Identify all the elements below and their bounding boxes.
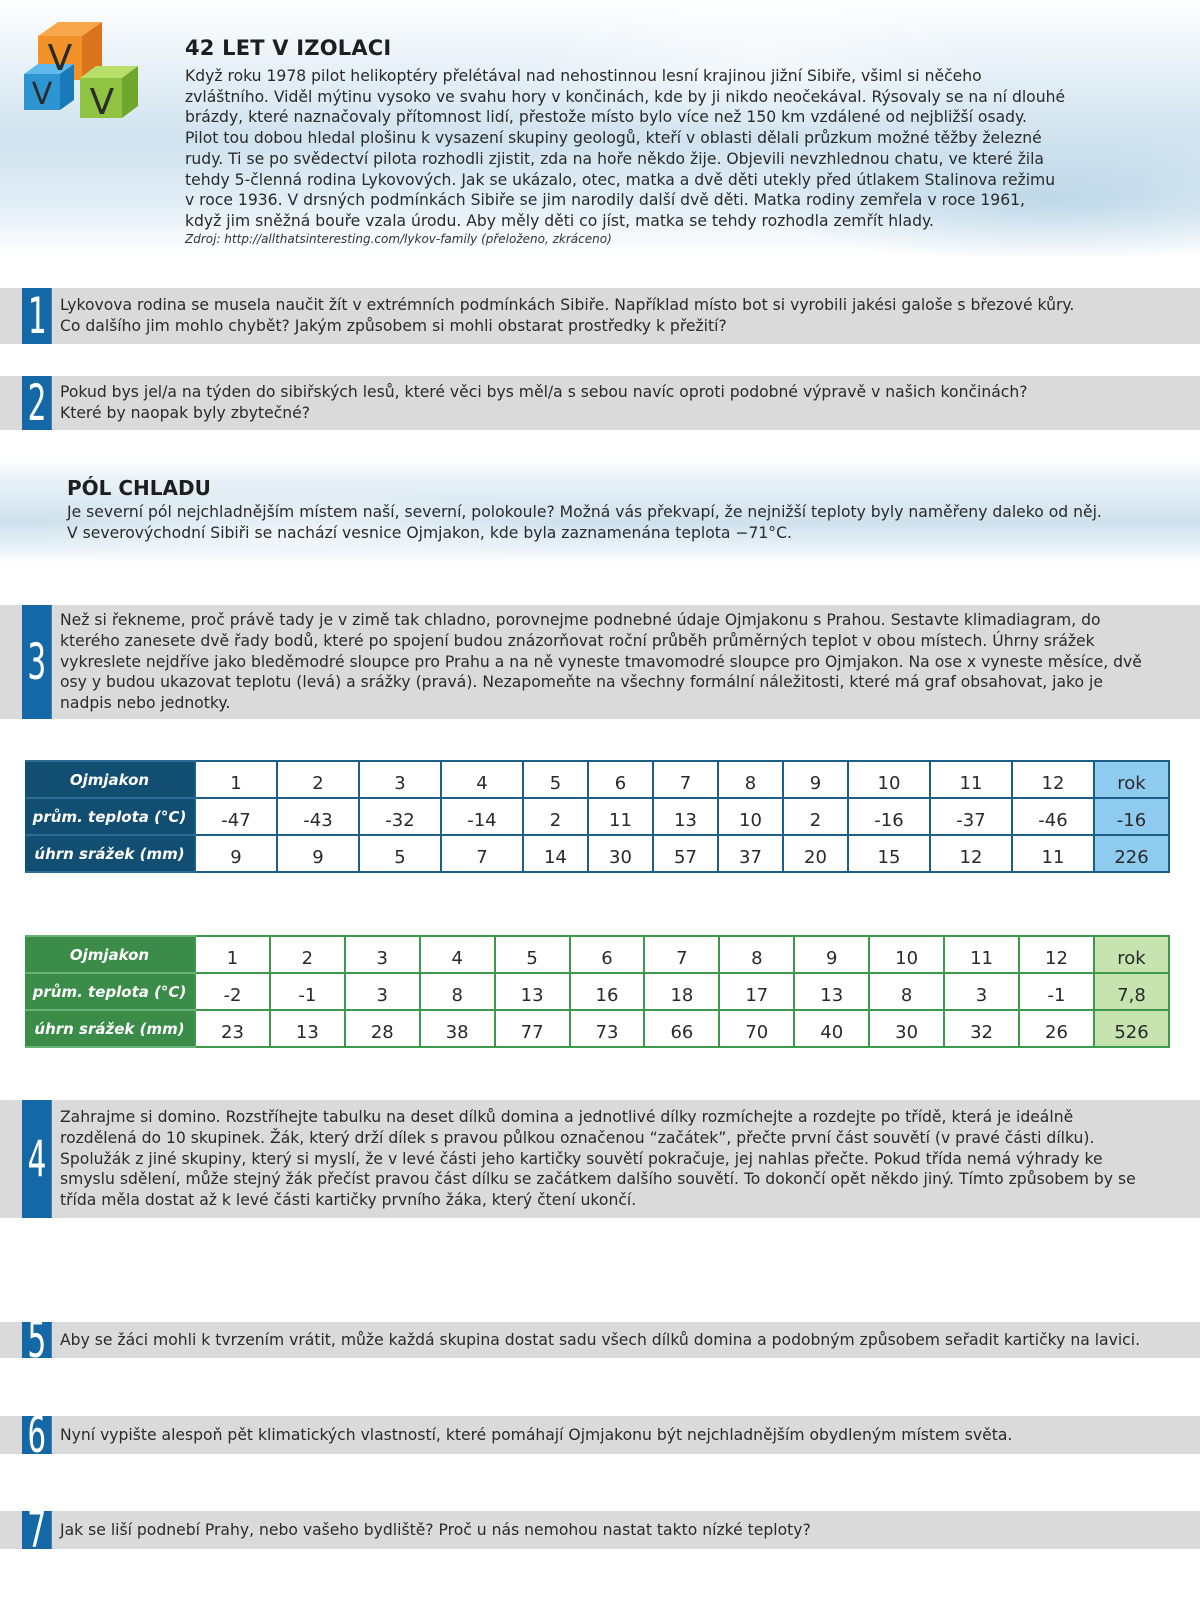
question-line: smyslu sdělení, může stejný žák přečíst pravou část dílku se začátkem dalšího souvětí. To dokončí opět někdo jiný. Tímto způsobem by se: [60, 1170, 1136, 1189]
article-text: [185, 66, 1185, 232]
temp-cell: -1: [270, 973, 345, 1010]
precip-cell: 23: [195, 1010, 270, 1047]
precip-cell: 32: [944, 1010, 1019, 1047]
temp-cell: -32: [359, 798, 441, 835]
article-line: zvláštního. Viděl mýtinu vysoko ve svahu hory v končinách, kde by ji nikdo neočekával. Rýsovaly se na ní dlouhé: [185, 87, 1066, 106]
month-cell: 12: [1012, 761, 1094, 798]
logo-letter-top: V: [47, 38, 73, 79]
question-number: 5: [22, 1322, 52, 1358]
temp-cell: -16: [848, 798, 930, 835]
question-text: [60, 1511, 1180, 1549]
question-1: [0, 288, 1200, 344]
question-number: 4: [22, 1100, 52, 1218]
temp-cell: 16: [570, 973, 645, 1010]
article-line: Pilot tou dobou hledal plošinu k vysazení skupiny geologů, kteří v oblasti dělali průzkum možné těžby železné: [185, 129, 1042, 148]
precip-label: úhrn srážek (mm): [25, 835, 195, 872]
month-cell: 11: [930, 761, 1012, 798]
question-text: [60, 376, 1180, 430]
cold-pole-line: V severovýchodní Sibiři se nachází vesnice Ojmjakon, kde byla zaznamenána teplota −71°C.: [67, 523, 792, 542]
question-text: [60, 605, 1180, 719]
cold-pole-text: [67, 502, 1177, 543]
question-5: [0, 1311, 1200, 1369]
year-header: rok: [1094, 936, 1169, 973]
question-text: [60, 1100, 1180, 1218]
question-line: vykreslete nejdříve jako bleděmodré sloupce pro Prahu a na ně vyneste tmavomodré sloupce pro Ojmjakon. Na ose x vyneste měsíce, dvě: [60, 652, 1142, 671]
cubes-logo: [18, 14, 138, 124]
precip-cell: 20: [783, 835, 848, 872]
precip-cell: 9: [195, 835, 277, 872]
precip-cell: 12: [930, 835, 1012, 872]
precip-cell: 38: [420, 1010, 495, 1047]
month-cell: 3: [345, 936, 420, 973]
precip-cell: 70: [719, 1010, 794, 1047]
temp-cell: 13: [653, 798, 718, 835]
temp-cell: 8: [869, 973, 944, 1010]
precip-cell: 26: [1019, 1010, 1094, 1047]
cold-pole-title: PÓL CHLADU: [67, 476, 211, 500]
question-line: Zahrajme si domino. Rozstříhejte tabulku na deset dílků domina a jednotlivé dílky rozmíchejte a rozdejte po třídě, která je ideálně: [60, 1108, 1074, 1127]
climate-table-1: [25, 760, 1170, 873]
question-line: Které by naopak byly zbytečné?: [60, 404, 311, 422]
month-cell: 1: [195, 761, 277, 798]
year-header: rok: [1094, 761, 1169, 798]
question-line: Co dalšího jim mohlo chybět? Jakým způsobem si mohli obstarat prostředky k přežití?: [60, 317, 727, 335]
month-cell: 5: [523, 761, 588, 798]
question-line: Nyní vypište alespoň pět klimatických vlastností, které pomáhají Ojmjakonu být nejchladnějším obydleným místem světa.: [60, 1425, 1013, 1444]
question-7: [0, 1501, 1200, 1559]
question-line: kterého zanesete dvě řady bodů, které po spojení budou znázorňovat roční průběh průměrných teplot v obou místech. Úhrny srážek: [60, 631, 1095, 650]
precip-cell: 77: [495, 1010, 570, 1047]
article-line: brázdy, které naznačovaly přítomnost lidí, přestože místo bylo více než 150 km vzdálené od nejbližší osady.: [185, 108, 1028, 127]
month-cell: 8: [718, 761, 783, 798]
question-number: 3: [22, 605, 52, 719]
precip-cell: 13: [270, 1010, 345, 1047]
year-precip-cell: 226: [1094, 835, 1169, 872]
question-3: [0, 605, 1200, 719]
question-number: 1: [22, 288, 52, 344]
question-6: [0, 1406, 1200, 1464]
question-line: rozdělená do 10 skupinek. Žák, který drží dílek s pravou půlkou označenou “začátek”, přečte první část souvětí (v pravé části dílku).: [60, 1128, 1095, 1147]
month-cell: 9: [783, 761, 848, 798]
article-line: v roce 1936. V drsných podmínkách Sibiře se jim narodily další dvě děti. Matka rodiny zemřela v roce 1961,: [185, 191, 1025, 210]
question-line: Aby se žáci mohli k tvrzením vrátit, může každá skupina dostat sadu všech dílků domina a podobným způsobem seřadit kartičky na lavici.: [60, 1330, 1141, 1349]
year-temp-cell: -16: [1094, 798, 1169, 835]
table-row: [25, 973, 1169, 1010]
temp-cell: -2: [195, 973, 270, 1010]
precip-cell: 57: [653, 835, 718, 872]
article-line: rudy. Ti se po svědectví pilota rozhodli zjistit, zda na hoře někdo žije. Objevili nevzhlednou chatu, ve které žila: [185, 149, 1044, 168]
temp-cell: 10: [718, 798, 783, 835]
precip-cell: 5: [359, 835, 441, 872]
question-line: Lykovova rodina se musela naučit žít v extrémních podmínkách Sibiře. Například místo bot si vyrobili jakési galoše s březové kůry.: [60, 296, 1075, 315]
month-cell: 8: [719, 936, 794, 973]
temp-cell: -46: [1012, 798, 1094, 835]
month-cell: 7: [653, 761, 718, 798]
cold-pole-line: Je severní pól nejchladnějším místem naší, severní, polokoule? Možná vás překvapí, že nejnižší teploty byly naměřeny daleko od něj.: [67, 503, 1102, 521]
month-cell: 7: [644, 936, 719, 973]
header-banner: [0, 0, 1200, 256]
temp-cell: 18: [644, 973, 719, 1010]
question-number: 7: [22, 1511, 52, 1549]
question-text: [60, 288, 1180, 344]
precip-cell: 14: [523, 835, 588, 872]
temp-cell: 3: [345, 973, 420, 1010]
month-cell: 2: [270, 936, 345, 973]
year-precip-cell: 526: [1094, 1010, 1169, 1047]
precip-cell: 28: [345, 1010, 420, 1047]
question-line: Jak se liší podnebí Prahy, nebo vašeho bydliště? Proč u nás nemohou nastat takto nízké teploty?: [60, 1520, 811, 1539]
temp-cell: 13: [495, 973, 570, 1010]
article-line: když jim sněžná bouře vzala úrodu. Aby měly děti co jíst, matka se tehdy rozhodla zemřít hlady.: [185, 211, 934, 230]
month-cell: 6: [570, 936, 645, 973]
place-label: Ojmjakon: [25, 936, 195, 973]
precip-cell: 9: [277, 835, 359, 872]
precip-cell: 37: [718, 835, 783, 872]
logo-letter-right: V: [89, 82, 115, 123]
precip-cell: 73: [570, 1010, 645, 1047]
month-cell: 12: [1019, 936, 1094, 973]
table-row: [25, 1010, 1169, 1047]
question-4: [0, 1100, 1200, 1218]
climate-table-2: [25, 935, 1170, 1048]
temp-cell: -37: [930, 798, 1012, 835]
temp-cell: -14: [441, 798, 523, 835]
question-line: Než si řekneme, proč právě tady je v zimě tak chladno, porovnejme podnebné údaje Ojmjakonu s Prahou. Sestavte klimadiagram, do: [60, 611, 1101, 630]
article-source: Zdroj: http://allthatsinteresting.com/lykov-family (přeloženo, zkráceno): [185, 232, 612, 246]
question-line: Pokud bys jel/a na týden do sibiřských lesů, které věci bys měl/a s sebou navíc oproti podobné výpravě v našich končinách?: [60, 383, 1028, 402]
question-line: třída měla dostat až k levé části kartičky prvního žáka, který čtení ukončí.: [60, 1191, 637, 1210]
article-title: 42 LET V IZOLACI: [185, 36, 392, 60]
precip-cell: 15: [848, 835, 930, 872]
precip-cell: 66: [644, 1010, 719, 1047]
question-text: [60, 1416, 1180, 1454]
precip-cell: 7: [441, 835, 523, 872]
question-line: nadpis nebo jednotky.: [60, 694, 231, 713]
precip-cell: 11: [1012, 835, 1094, 872]
month-cell: 1: [195, 936, 270, 973]
month-cell: 4: [420, 936, 495, 973]
table-row: [25, 835, 1169, 872]
temp-label: prům. teplota (°C): [25, 798, 195, 835]
question-text: [60, 1322, 1180, 1358]
article-line: tehdy 5-členná rodina Lykovových. Jak se ukázalo, otec, matka a dvě děti utekly před útlakem Stalinova režimu: [185, 170, 1056, 189]
month-cell: 11: [944, 936, 1019, 973]
question-2: [0, 376, 1200, 430]
month-cell: 6: [588, 761, 653, 798]
precip-cell: 30: [588, 835, 653, 872]
month-cell: 10: [869, 936, 944, 973]
year-temp-cell: 7,8: [1094, 973, 1169, 1010]
temp-cell: -43: [277, 798, 359, 835]
precip-cell: 30: [869, 1010, 944, 1047]
temp-cell: 13: [794, 973, 869, 1010]
month-cell: 10: [848, 761, 930, 798]
temp-cell: 11: [588, 798, 653, 835]
place-label: Ojmjakon: [25, 761, 195, 798]
question-line: osy y budou ukazovat teplotu (levá) a srážky (pravá). Nezapomeňte na všechny formální náležitosti, které má graf obsahovat, jako je: [60, 673, 1103, 692]
temp-cell: 17: [719, 973, 794, 1010]
temp-cell: -47: [195, 798, 277, 835]
month-cell: 2: [277, 761, 359, 798]
temp-cell: 2: [783, 798, 848, 835]
temp-cell: -1: [1019, 973, 1094, 1010]
precip-cell: 40: [794, 1010, 869, 1047]
month-cell: 4: [441, 761, 523, 798]
table-row: [25, 798, 1169, 835]
month-cell: 9: [794, 936, 869, 973]
month-cell: 3: [359, 761, 441, 798]
question-number: 2: [22, 376, 52, 430]
temp-cell: 8: [420, 973, 495, 1010]
temp-cell: 2: [523, 798, 588, 835]
temp-label: prům. teplota (°C): [25, 973, 195, 1010]
table-row: [25, 761, 1169, 798]
question-line: Spolužák z jiné skupiny, který si myslí, že v levé části jeho kartičky souvětí pokračuje, jej nahlas přečte. Pokud třída nemá výhrady ke: [60, 1149, 1103, 1168]
logo-letter-left: V: [31, 77, 53, 112]
article-line: Když roku 1978 pilot helikoptéry přelétával nad nehostinnou lesní krajinou jižní Sibiře, všiml si něčeho: [185, 67, 982, 85]
table-row: [25, 936, 1169, 973]
cold-pole-banner: [0, 460, 1200, 564]
month-cell: 5: [495, 936, 570, 973]
temp-cell: 3: [944, 973, 1019, 1010]
precip-label: úhrn srážek (mm): [25, 1010, 195, 1047]
question-number: 6: [22, 1416, 52, 1454]
